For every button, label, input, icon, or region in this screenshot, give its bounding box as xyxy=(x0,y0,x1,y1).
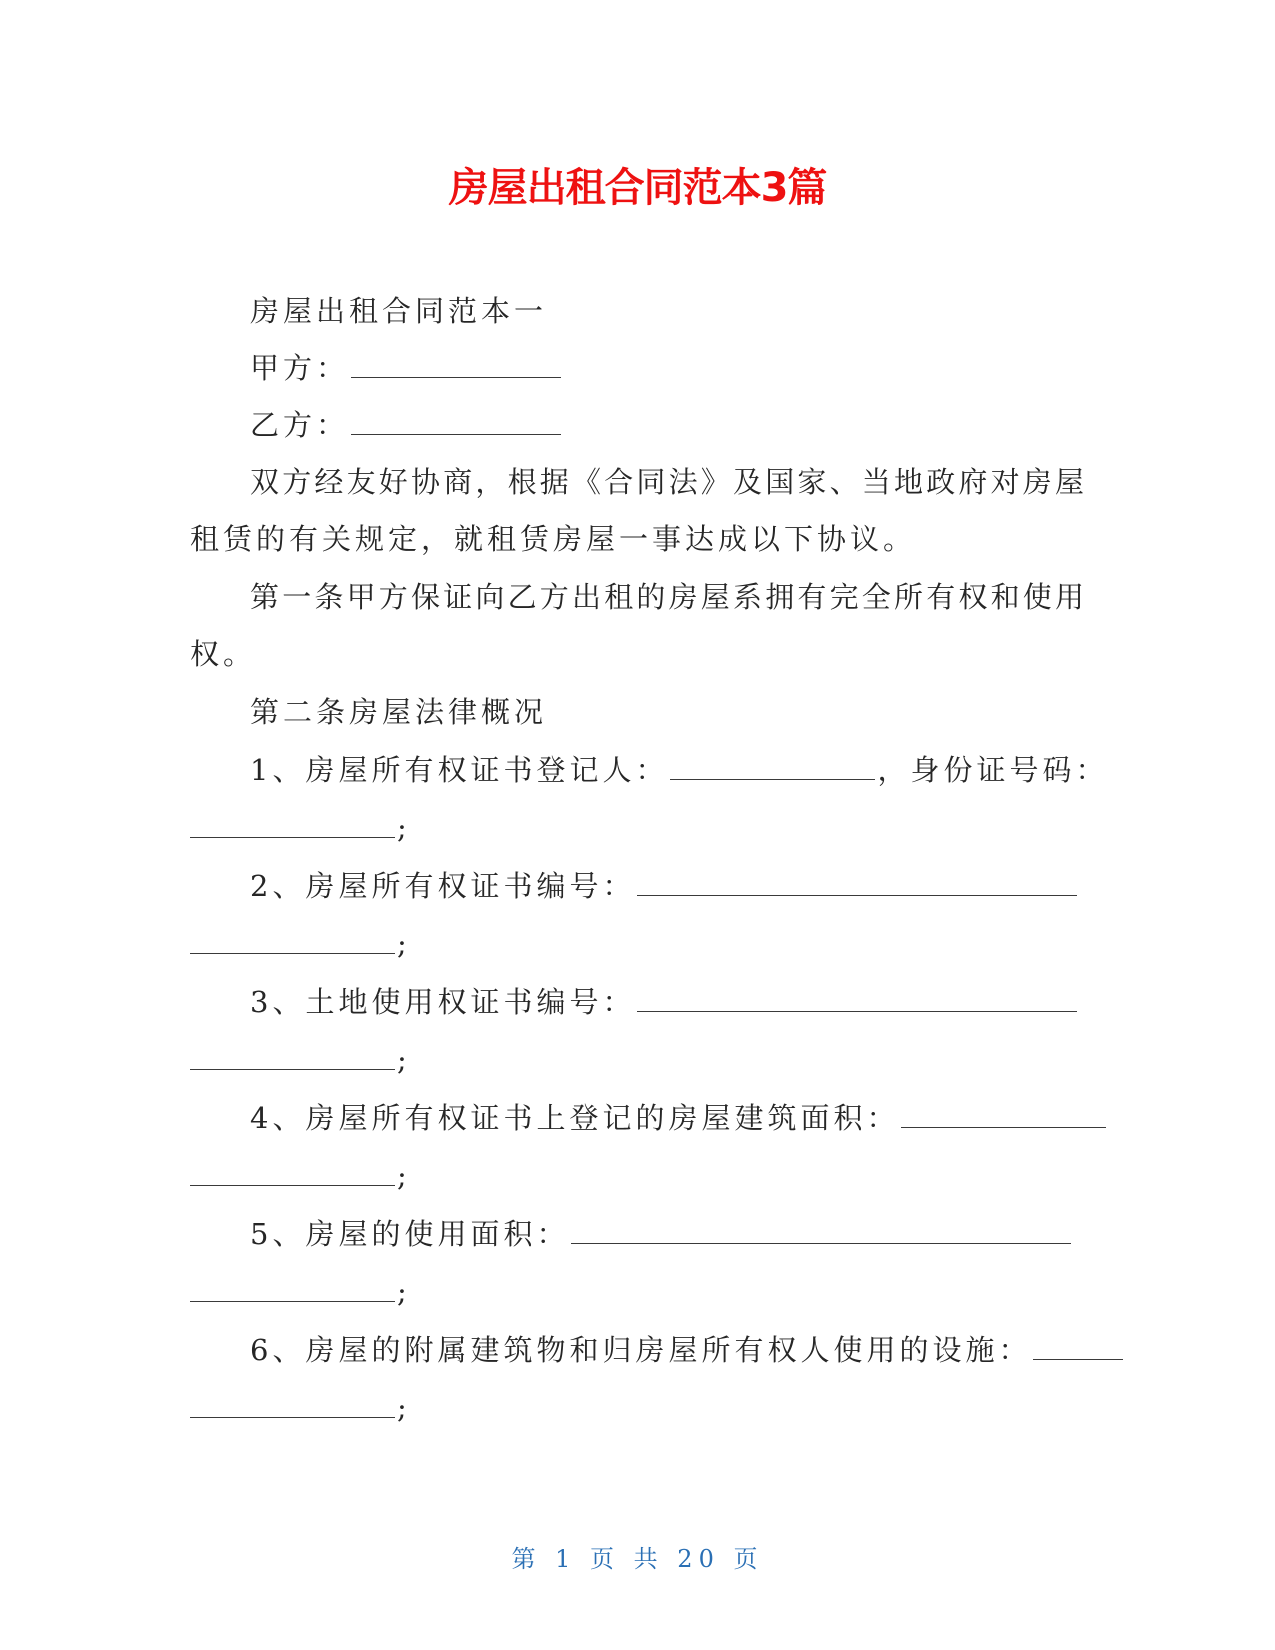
semicolon: ; xyxy=(397,1159,411,1193)
semicolon: ; xyxy=(397,927,411,961)
item-2-blank xyxy=(637,865,1077,896)
party-a-line xyxy=(250,347,1085,389)
item-1-label: 1、房屋所有权证书登记人： xyxy=(250,753,669,787)
item-6-blank xyxy=(1033,1329,1123,1360)
item-3-blank-cont xyxy=(190,1039,395,1070)
document-title: 房屋出租合同范本3篇 xyxy=(448,165,827,211)
item-1-name-blank xyxy=(670,749,875,780)
item-3-line xyxy=(250,981,1085,1023)
item-4-continuation xyxy=(190,1155,1085,1197)
item-4-blank xyxy=(901,1097,1106,1128)
semicolon: ; xyxy=(397,811,411,845)
item-2-label: 2、房屋所有权证书编号： xyxy=(250,869,636,903)
item-5-label: 5、房屋的使用面积： xyxy=(250,1217,570,1251)
item-2-blank-cont xyxy=(190,923,395,954)
item-4-blank-cont xyxy=(190,1155,395,1186)
item-5-continuation xyxy=(190,1271,1085,1313)
party-b-line xyxy=(250,404,1085,446)
paragraph-line: 权。 xyxy=(190,637,257,671)
paragraph-line: 租赁的有关规定，就租赁房屋一事达成以下协议。 xyxy=(190,522,917,556)
semicolon: ; xyxy=(397,1043,411,1077)
item-4-line xyxy=(250,1097,1085,1139)
item-3-blank xyxy=(637,981,1077,1012)
item-3-label: 3、土地使用权证书编号： xyxy=(250,985,636,1019)
item-5-blank-cont xyxy=(190,1271,395,1302)
item-3-continuation xyxy=(190,1039,1085,1081)
item-4-label: 4、房屋所有权证书上登记的房屋建筑面积： xyxy=(250,1101,900,1135)
paragraph-line: 双方经友好协商，根据《合同法》及国家、当地政府对房屋 xyxy=(250,465,1088,499)
paragraph-line: 第一条甲方保证向乙方出租的房屋系拥有完全所有权和使用 xyxy=(250,580,1088,614)
article-heading: 第二条房屋法律概况 xyxy=(250,695,548,729)
party-b-blank xyxy=(351,404,561,435)
party-a-blank xyxy=(351,347,561,378)
item-2-line xyxy=(250,865,1085,907)
item-1-continuation xyxy=(190,807,1085,849)
item-1-id-blank xyxy=(190,807,395,838)
semicolon: ; xyxy=(397,1275,411,1309)
item-1-line xyxy=(250,749,1109,791)
item-1-id-label: ，身份证号码： xyxy=(877,753,1109,787)
item-5-line xyxy=(250,1213,1085,1255)
item-6-label: 6、房屋的附属建筑物和归房屋所有权人使用的设施： xyxy=(250,1333,1032,1367)
item-5-blank xyxy=(571,1213,1071,1244)
section-heading: 房屋出租合同范本一 xyxy=(250,294,548,328)
item-6-blank-cont xyxy=(190,1387,395,1418)
party-a-label: 甲方： xyxy=(250,351,350,385)
page-number-footer: 第 1 页 共 20 页 xyxy=(511,1545,764,1573)
item-2-continuation xyxy=(190,923,1085,965)
item-6-line xyxy=(250,1329,1085,1371)
semicolon: ; xyxy=(397,1391,411,1425)
party-b-label: 乙方： xyxy=(250,408,350,442)
item-6-continuation xyxy=(190,1387,1085,1429)
